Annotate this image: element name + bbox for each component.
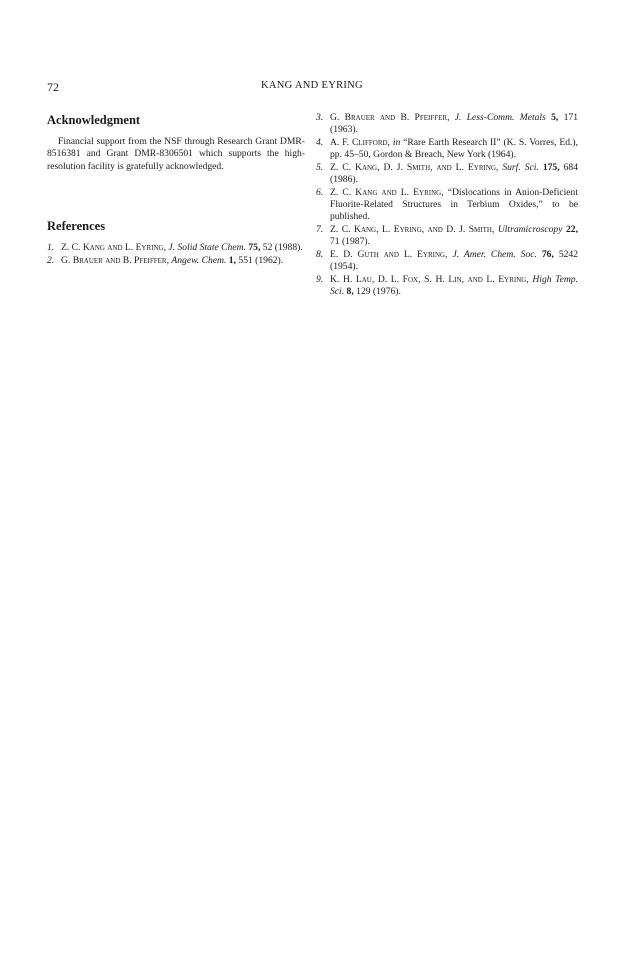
references-list-left (47, 242, 305, 267)
reference-rest: 551 (1962). (238, 254, 284, 266)
reference-item (47, 255, 305, 267)
reference-item (316, 162, 578, 186)
reference-volume: 1, (228, 254, 236, 266)
reference-number: 3. (316, 112, 324, 123)
reference-authors: Z. C. Kang and L. Eyring, (61, 242, 166, 254)
reference-authors: G. Brauer and B. Pfeiffer, (61, 254, 169, 266)
reference-number: 4. (316, 136, 324, 148)
reference-volume: 76, (541, 248, 554, 260)
reference-item (316, 224, 578, 248)
references-list-right (316, 112, 578, 298)
reference-authors: Z. C. Kang, D. J. Smith, and L. Eyring, (330, 161, 499, 173)
reference-authors: K. H. Lau, D. L. Fox, S. H. Lin, and L. Eyring, (330, 273, 529, 285)
reference-rest: 5242 (1954). (330, 248, 578, 272)
reference-rest: “Dislocations in Anion-Deficient Fluorite-Related Structures in Terbium Oxides,” to be published. (330, 186, 578, 223)
reference-rest: 52 (1988). (262, 242, 303, 254)
page-number: 72 (47, 80, 59, 94)
reference-authors: E. D. Guth and L. Eyring, (330, 248, 448, 260)
reference-number: 7. (316, 223, 324, 235)
references-heading: References (47, 218, 106, 233)
reference-authors: A. F. Clifford, (330, 136, 390, 148)
reference-volume: 75, (248, 242, 261, 254)
reference-item (47, 242, 305, 254)
reference-volume: 175, (542, 161, 560, 173)
reference-journal: in (392, 136, 401, 148)
reference-number: 6. (316, 186, 324, 198)
reference-item (316, 274, 578, 298)
reference-volume: 22, (565, 223, 578, 235)
reference-item (316, 249, 578, 273)
reference-journal: High Temp. Sci. (330, 273, 578, 297)
reference-authors: G. Brauer and B. Pfeiffer, (330, 112, 450, 123)
reference-number: 2. (47, 254, 55, 266)
reference-journal: Angew. Chem. (171, 254, 227, 266)
reference-item (316, 112, 578, 136)
reference-rest: 684 (1986). (330, 161, 578, 186)
reference-number: 9. (316, 273, 324, 285)
reference-volume: 8, (346, 285, 354, 297)
reference-authors: Z. C. Kang and L. Eyring, (330, 186, 444, 198)
reference-journal: Surf. Sci. (502, 161, 539, 173)
reference-item (316, 187, 578, 224)
reference-journal: J. Amer. Chem. Soc. (452, 248, 537, 260)
reference-volume: 5, (551, 112, 559, 123)
reference-number: 8. (316, 248, 324, 260)
reference-journal: J. Solid State Chem. (168, 242, 246, 254)
reference-number: 1. (47, 242, 55, 254)
acknowledgment-heading: Acknowledgment (47, 113, 141, 127)
right-column (316, 112, 578, 299)
reference-rest: 129 (1976). (356, 285, 401, 297)
reference-rest: “Rare Earth Research II” (K. S. Vorres, Ed.), pp. 45–50, Gordon & Breach, New York (1964). (330, 136, 578, 161)
reference-authors: Z. C. Kang, L. Eyring, and D. J. Smith, (330, 223, 495, 235)
reference-rest: 71 (1987). (330, 236, 370, 248)
reference-rest: 171 (1963). (330, 112, 578, 136)
reference-journal: J. Less-Comm. Metals (454, 112, 546, 123)
reference-number: 5. (316, 161, 324, 173)
acknowledgment-text: Financial support from the NSF through Research Grant DMR-8516381 and Grant DMR-8306501 which supports the high-resolution facility is gratefully acknowledged. (47, 136, 305, 172)
reference-journal: Ultramicroscopy (497, 223, 563, 235)
left-column (47, 112, 305, 267)
reference-item (316, 137, 578, 161)
running-head: KANG AND EYRING (261, 80, 363, 91)
